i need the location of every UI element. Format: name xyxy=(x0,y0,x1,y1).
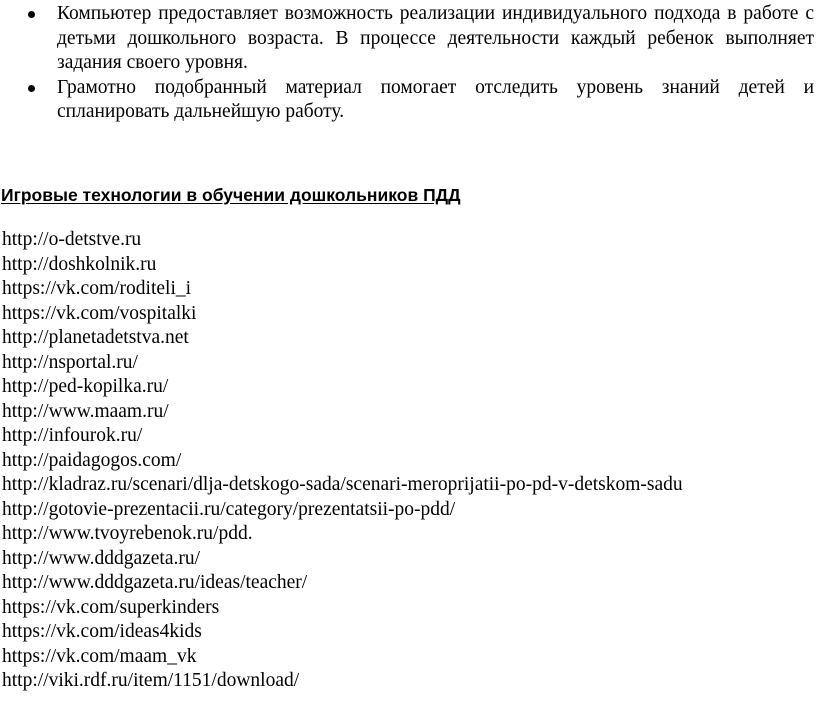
link-item[interactable]: http://doshkolnik.ru xyxy=(2,253,157,275)
link-item[interactable]: http://o-detstve.ru xyxy=(2,229,142,250)
link-item[interactable]: https://vk.com/roditeli_i xyxy=(2,278,192,299)
link-item[interactable]: http://www.dddgazeta.ru/ideas/teacher/ xyxy=(2,572,308,593)
link-item[interactable]: https://vk.com/ideas4kids xyxy=(2,621,202,642)
bullet-text: Грамотно подобранный материал помогает отследить уровень знаний детей и спланировать дальнейшую работу. xyxy=(57,76,814,122)
bullet-item xyxy=(0,2,816,76)
link-item[interactable]: http://ped-kopilka.ru/ xyxy=(2,376,169,397)
bullet-item xyxy=(0,76,816,125)
link-item[interactable]: http://www.maam.ru/ xyxy=(2,400,169,422)
section-heading: Игровые технологии в обучении дошкольников ПДД xyxy=(1,185,461,205)
link-item[interactable]: http://paidagogos.com/ xyxy=(2,449,182,471)
link-item[interactable]: http://www.dddgazeta.ru/ xyxy=(2,547,201,569)
link-item[interactable]: http://kladraz.ru/scenari/dlja-detskogo-sada/scenari-meroprijatii-po-pd-v-detskom-sadu xyxy=(2,474,683,495)
link-item[interactable]: http://viki.rdf.ru/item/1151/download/ xyxy=(2,670,300,691)
link-item[interactable]: https://vk.com/superkinders xyxy=(2,596,220,618)
link-item[interactable]: http://nsportal.ru/ xyxy=(2,351,138,373)
link-item[interactable]: https://vk.com/vospitalki xyxy=(2,302,197,324)
bullet-dot-icon xyxy=(28,11,35,18)
bullet-text: Компьютер предоставляет возможность реализации индивидуального подхода в работе с детьми дошкольного возраста. В процессе деятельности каждый ребенок выполняет задания своего уровня. xyxy=(57,3,814,73)
link-item[interactable]: http://gotovie-prezentacii.ru/category/prezentatsii-po-pdd/ xyxy=(2,498,456,520)
bullet-list xyxy=(0,2,816,125)
link-item[interactable]: http://planetadetstva.net xyxy=(2,327,189,348)
link-item[interactable]: http://infourok.ru/ xyxy=(2,425,143,446)
link-item[interactable]: https://vk.com/maam_vk xyxy=(2,645,197,667)
link-item[interactable]: http://www.tvoyrebenok.ru/pdd. xyxy=(2,523,253,544)
link-list xyxy=(2,228,683,694)
bullet-dot-icon xyxy=(28,85,35,92)
